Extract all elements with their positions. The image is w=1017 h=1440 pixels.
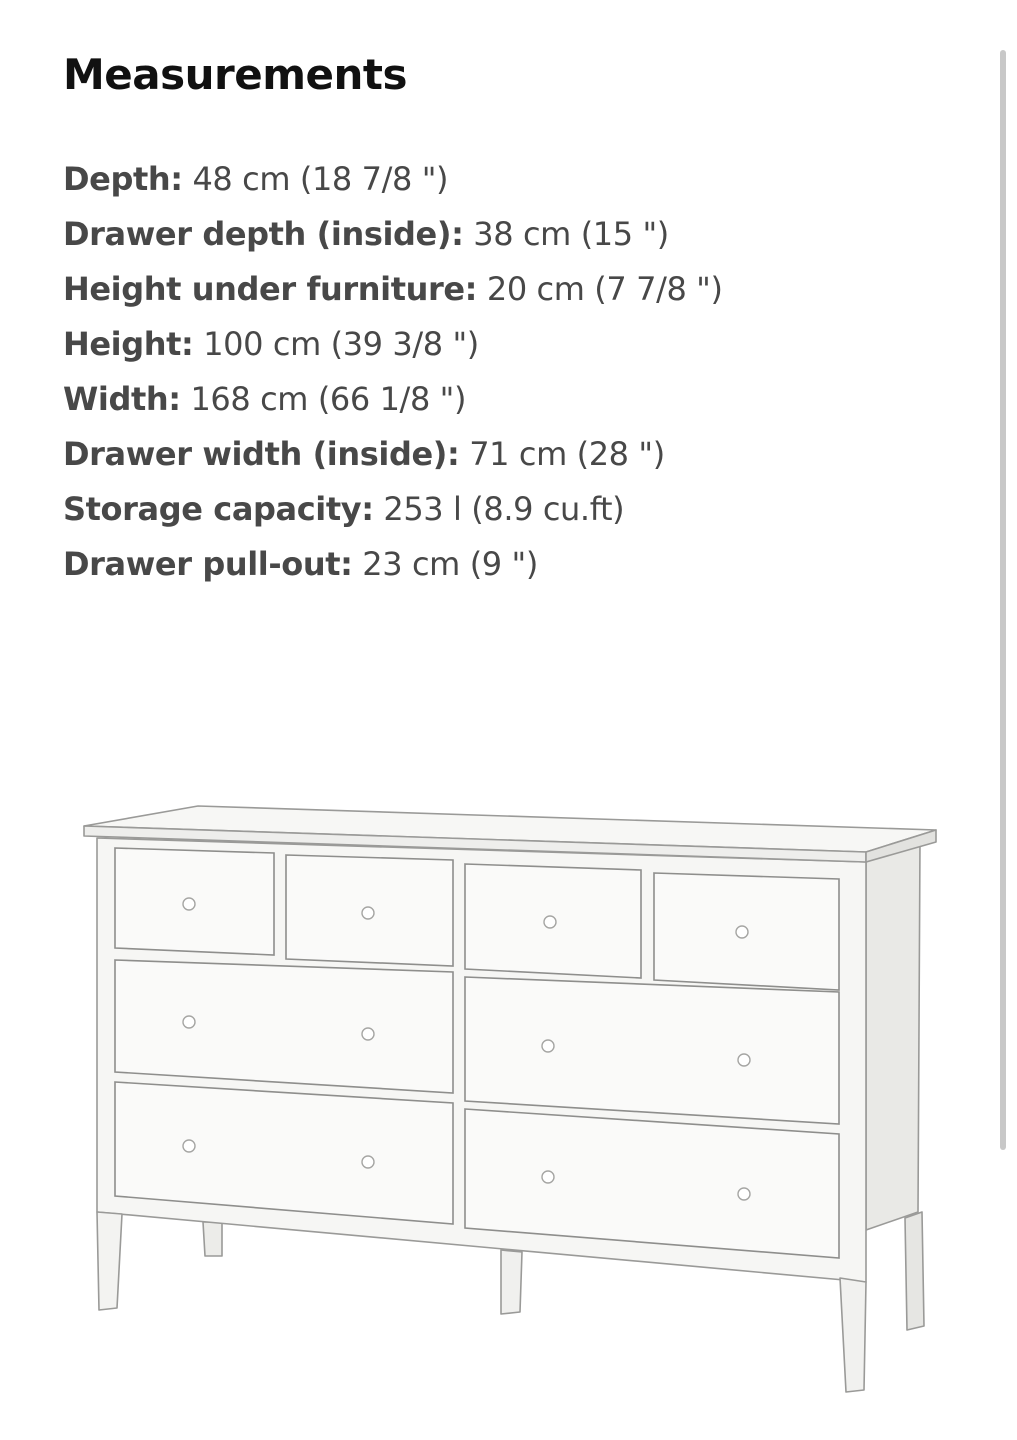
measurement-value: 71 cm (28 ") — [469, 435, 665, 473]
scrollbar-thumb[interactable] — [1000, 50, 1006, 1150]
measurements-list — [63, 152, 723, 592]
measurement-value: 48 cm (18 7/8 ") — [192, 160, 449, 198]
leg-back-right — [905, 1212, 924, 1330]
measurement-value: 38 cm (15 ") — [473, 215, 669, 253]
leg-front-left — [97, 1212, 122, 1310]
drawer-knob — [736, 926, 748, 938]
drawer-knob — [183, 1140, 195, 1152]
measurement-label: Depth: — [63, 160, 183, 198]
measurement-value: 100 cm (39 3/8 ") — [203, 325, 479, 363]
drawer-knob — [738, 1188, 750, 1200]
drawer-knob — [542, 1171, 554, 1183]
drawer — [115, 960, 453, 1093]
drawer-knob — [362, 1156, 374, 1168]
measurement-value: 23 cm (9 ") — [362, 545, 538, 583]
drawer-knob — [183, 898, 195, 910]
measurement-height-under-furniture — [63, 262, 723, 317]
side-panel — [866, 842, 920, 1230]
measurement-label: Drawer depth (inside): — [63, 215, 464, 253]
measurement-drawer-depth — [63, 207, 723, 262]
drawer-knob — [362, 907, 374, 919]
page-title: Measurements — [63, 50, 407, 99]
measurement-label: Height under furniture: — [63, 270, 478, 308]
leg-front-right — [840, 1278, 866, 1392]
measurement-value: 20 cm (7 7/8 ") — [486, 270, 723, 308]
measurement-label: Drawer pull-out: — [63, 545, 353, 583]
scrollbar[interactable] — [998, 50, 1008, 1150]
measurement-label: Drawer width (inside): — [63, 435, 460, 473]
measurement-width — [63, 372, 723, 427]
measurement-drawer-pull-out — [63, 537, 723, 592]
drawer-knob — [183, 1016, 195, 1028]
measurement-label: Storage capacity: — [63, 490, 374, 528]
measurement-label: Width: — [63, 380, 181, 418]
chest-of-drawers-image — [70, 790, 950, 1410]
measurement-storage-capacity — [63, 482, 723, 537]
leg-front-middle — [501, 1250, 522, 1314]
drawer-knob — [738, 1054, 750, 1066]
measurement-drawer-width — [63, 427, 723, 482]
measurement-value: 168 cm (66 1/8 ") — [190, 380, 467, 418]
leg-back-left — [203, 1222, 222, 1256]
measurement-label: Height: — [63, 325, 194, 363]
measurement-value: 253 l (8.9 cu.ft) — [383, 490, 625, 528]
drawer-knob — [542, 1040, 554, 1052]
drawer — [465, 977, 839, 1124]
measurement-depth — [63, 152, 723, 207]
drawer-knob — [544, 916, 556, 928]
drawer-knob — [362, 1028, 374, 1040]
measurement-height — [63, 317, 723, 372]
